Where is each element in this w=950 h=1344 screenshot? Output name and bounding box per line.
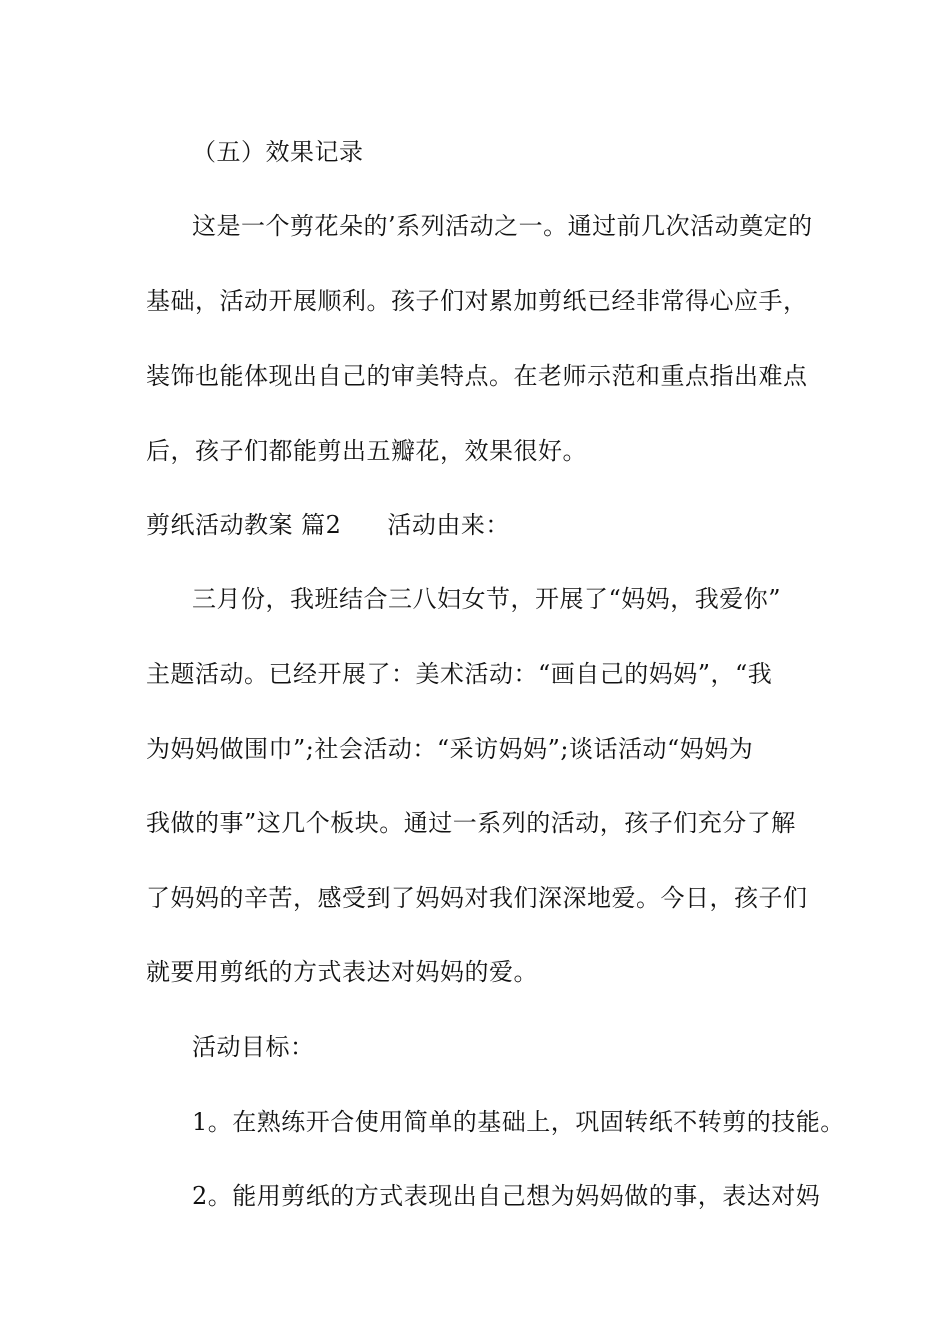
paragraph-line: 就要用剪纸的方式表达对妈妈的爱。 [146,958,538,986]
title-line [146,510,510,540]
paragraph-line: 我做的事”这几个板块。通过一系列的活动，孩子们充分了解 [146,809,796,837]
paragraph-line: 后，孩子们都能剪出五瓣花，效果很好。 [146,437,587,465]
document-subtitle: 活动由来： [387,511,510,539]
goals-heading: 活动目标： [192,1033,315,1061]
goal-item: 2。能用剪纸的方式表现出自己想为妈妈做的事，表达对妈 [192,1182,821,1210]
paragraph-line: 基础，活动开展顺利。孩子们对累加剪纸已经非常得心应手， [146,287,808,315]
section-heading: （五）效果记录 [192,138,364,166]
document-title: 剪纸活动教案 篇2 [146,511,342,539]
paragraph-line: 主题活动。已经开展了：美术活动：“画自己的妈妈”，“我 [146,660,773,688]
paragraph-line: 装饰也能体现出自己的审美特点。在老师示范和重点指出难点 [146,362,808,390]
paragraph-line: 这是一个剪花朵的’系列活动之一。通过前几次活动奠定的 [192,212,813,240]
paragraph-line: 三月份，我班结合三八妇女节，开展了“妈妈，我爱你” [192,585,782,613]
goal-item: 1。在熟练开合使用简单的基础上，巩固转纸不转剪的技能。 [192,1108,845,1136]
paragraph-line: 为妈妈做围巾”;社会活动：“采访妈妈”;谈话活动“妈妈为 [146,735,754,763]
paragraph-line: 了妈妈的辛苦，感受到了妈妈对我们深深地爱。今日，孩子们 [146,884,808,912]
